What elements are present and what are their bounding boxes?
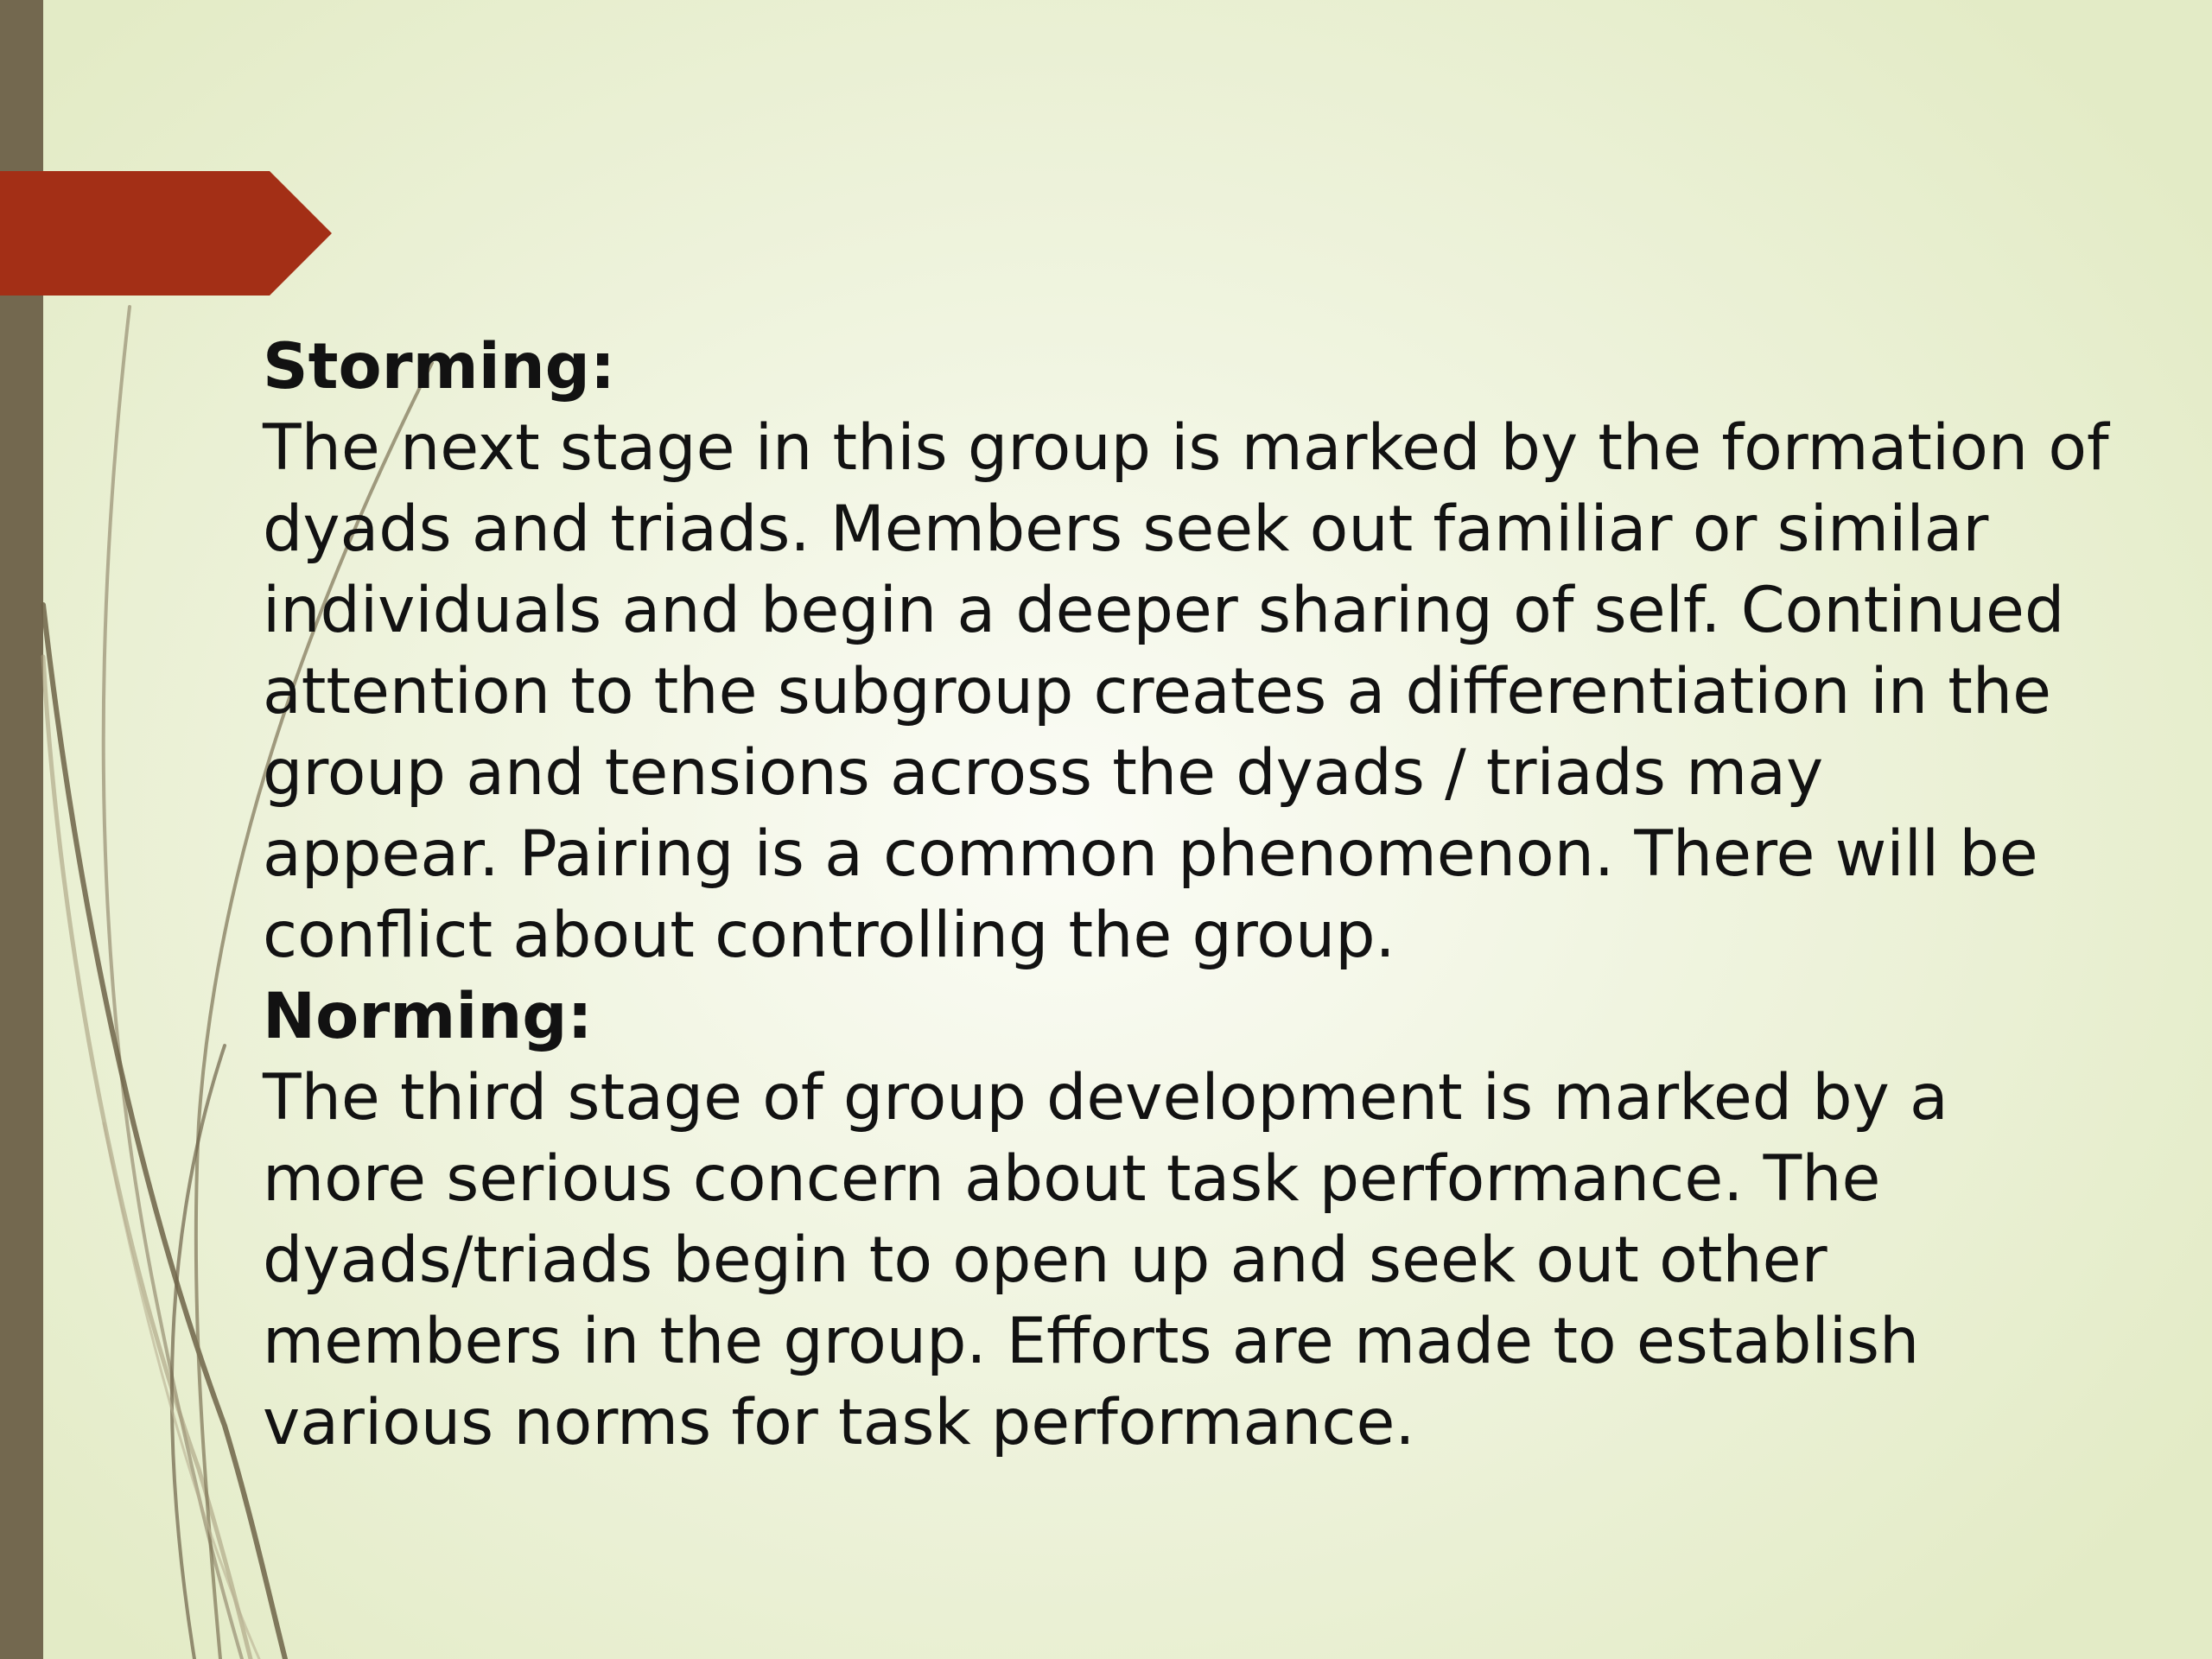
norming-paragraph-line: various norms for task performance. (263, 1386, 1415, 1459)
norming-paragraph-line: more serious concern about task performance. The (263, 1142, 1881, 1216)
norming-paragraph-line: dyads/triads begin to open up and seek out other (263, 1224, 1827, 1297)
storming-paragraph-line: The next stage in this group is marked by the formation of (263, 411, 2109, 485)
storming-paragraph-line: dyads and triads. Members seek out familiar or similar (263, 493, 1989, 566)
swoosh-line (43, 605, 285, 1659)
slide-body-text (263, 327, 2146, 1464)
storming-paragraph-line: attention to the subgroup creates a differentiation in the (263, 655, 2052, 728)
title-arrow-tab (0, 171, 332, 296)
section-heading-storming: Storming: (263, 330, 616, 404)
norming-paragraph-line: The third stage of group development is marked by a (263, 1061, 1948, 1135)
storming-paragraph-line: group and tensions across the dyads / triads may (263, 736, 1824, 810)
storming-paragraph-line: individuals and begin a deeper sharing of self. Continued (263, 574, 2065, 647)
swoosh-line (104, 307, 242, 1659)
storming-paragraph-line: conflict about controlling the group. (263, 899, 1395, 972)
swoosh-line (172, 1046, 225, 1659)
storming-paragraph-line: appear. Pairing is a common phenomenon. There will be (263, 817, 2038, 891)
section-heading-norming: Norming: (263, 980, 593, 1053)
swoosh-line (104, 1123, 259, 1659)
norming-paragraph-line: members in the group. Efforts are made to establish (263, 1305, 1920, 1378)
swoosh-line (43, 657, 251, 1659)
